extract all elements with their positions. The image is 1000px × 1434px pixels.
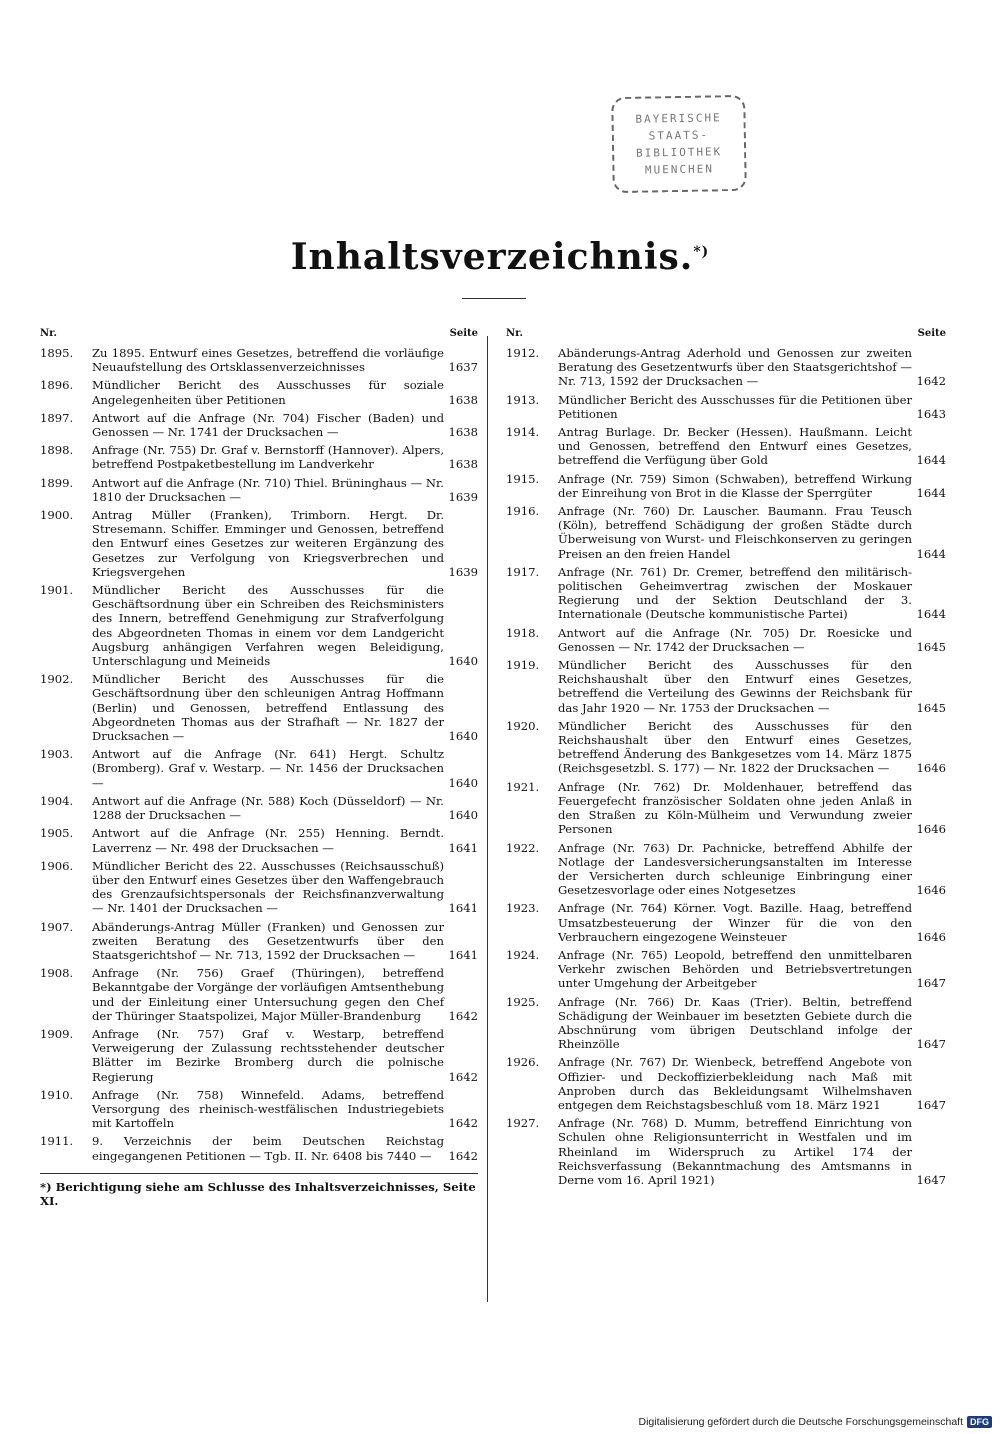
toc-entry: [40, 443, 478, 471]
entry-page: 1644: [916, 546, 946, 561]
entry-page: 1637: [448, 360, 478, 375]
entry-page: 1638: [448, 392, 478, 407]
toc-entry: [506, 901, 946, 944]
entry-text: Anfrage (Nr. 767) Dr. Wienbeck, betreffend Angebote von Offizier- und Deckoffizierbekleidung nach Maß mit Anproben durch das Bekleidungsamt Wilhelmshaven entgegen dem Reichstagsbeschluß vom 18. März 1921: [558, 1055, 912, 1112]
entry-text: Mündlicher Bericht des Ausschusses für den Reichshaushalt über den Entwurf eines Gesetzes, betreffend Änderung des Bankgesetzes vom 14. März 1875 (Reichsgesetzbl. S. 177) — Nr. 1822 der Drucksachen —: [558, 718, 912, 776]
entry-page: 1640: [448, 654, 478, 669]
entry-number: 1911.: [40, 1134, 74, 1149]
digitization-credit: [638, 1416, 992, 1428]
entry-number: 1925.: [506, 994, 540, 1009]
entry-text: Anfrage (Nr. 757) Graf v. Westarp, betreffend Verweigerung der Zulassung rechtsstehender deutscher Blätter im Bezirke Bromberg durch die polnische Regierung: [92, 1026, 444, 1084]
entry-text: Antrag Burlage. Dr. Becker (Hessen). Haußmann. Leicht und Genossen, betreffend den Entwurf eines Gesetzes, betreffend die Verfügung über Gold: [558, 425, 912, 468]
entry-page: 1644: [916, 453, 946, 468]
entry-number: 1914.: [506, 425, 540, 440]
toc-entry: [506, 393, 946, 421]
entry-number: 1901.: [40, 583, 74, 598]
toc-entry: [40, 794, 478, 822]
toc-entry: [506, 841, 946, 898]
toc-entry: [506, 565, 946, 622]
entry-list: [40, 346, 478, 1163]
toc-entry: [40, 346, 478, 374]
toc-entry: [506, 995, 946, 1052]
entry-number: 1921.: [506, 779, 540, 794]
entry-number: 1913.: [506, 392, 540, 407]
toc-entry: [40, 1134, 478, 1162]
entry-text: Antwort auf die Anfrage (Nr. 641) Hergt. Schultz (Bromberg). Graf v. Westarp. — Nr. 1456 der Drucksachen —: [92, 747, 444, 790]
entry-number: 1895.: [40, 346, 74, 360]
entry-number: 1899.: [40, 475, 74, 490]
entry-text: Anfrage (Nr. 765) Leopold, betreffend den unmittelbaren Verkehr zwischen Behörden und Betriebsvertretungen unter Umgehung der Arbeitgeber: [558, 947, 912, 991]
column-header: [506, 328, 946, 342]
seite-label: Seite: [449, 328, 478, 339]
footnote: *) Berichtigung siehe am Schlusse des Inhaltsverzeichnisses, Seite XI.: [40, 1173, 478, 1208]
entry-page: 1638: [448, 425, 478, 440]
entry-page: 1646: [916, 929, 946, 944]
entry-number: 1919.: [506, 658, 540, 673]
title-footnote-mark: *): [693, 244, 710, 260]
toc-entry: [40, 476, 478, 504]
entry-text: Anfrage (Nr. 761) Dr. Cremer, betreffend den militärisch-politischen Geheimvertrag zwischen der Moskauer Regierung und der Sektion Deutschland der 3. Internationale (Deutsche kommunistische Partei): [558, 564, 912, 622]
entry-page: 1643: [916, 406, 946, 421]
toc-entry: [40, 966, 478, 1023]
entry-text: Anfrage (Nr. 755) Dr. Graf v. Bernstorff (Hannover). Alpers, betreffend Postpaketbestellung im Landverkehr: [92, 443, 444, 472]
entry-text: Zu 1895. Entwurf eines Gesetzes, betreffend die vorläufige Neuaufstellung des Ortsklassenverzeichnisses: [92, 346, 444, 375]
entry-number: 1924.: [506, 947, 540, 962]
toc-entry: [40, 508, 478, 579]
entry-number: 1923.: [506, 901, 540, 916]
toc-entry: [506, 1116, 946, 1187]
entry-text: Mündlicher Bericht des 22. Ausschusses (Reichsausschuß) über den Entwurf eines Gesetzes über den Waffengebrauch des Grenzaufsichtspersonals der Reichsfinanzverwaltung — Nr. 1401 der Drucksachen —: [92, 858, 444, 916]
nr-label: Nr.: [40, 328, 57, 339]
entry-text: Antwort auf die Anfrage (Nr. 705) Dr. Roesicke und Genossen — Nr. 1742 der Drucksachen —: [558, 625, 912, 654]
entry-page: 1641: [448, 840, 478, 855]
entry-page: 1640: [448, 808, 478, 823]
entry-number: 1927.: [506, 1116, 540, 1131]
entry-text: Mündlicher Bericht des Ausschusses für die Geschäftsordnung über ein Schreiben des Reichsministers des Innern, betreffend Genehmigung zur Strafverfolgung des Abgeordneten Thomas in einem vor dem Landgericht Augsburg anhängigen Verfahren wegen Beleidigung, Unterschlagung und Meineids: [92, 583, 444, 669]
entry-page: 1639: [448, 564, 478, 579]
entry-text: 9. Verzeichnis der beim Deutschen Reichstag eingegangenen Petitionen — Tgb. II. Nr. 6408 bis 7440 —: [92, 1134, 444, 1163]
entry-text: Antwort auf die Anfrage (Nr. 710) Thiel. Brüninghaus — Nr. 1810 der Drucksachen —: [92, 475, 444, 504]
entry-text: Anfrage (Nr. 758) Winnefeld. Adams, betreffend Versorgung des rheinisch-westfälischen Industriegebiets mit Kartoffeln: [92, 1087, 444, 1131]
entry-text: Anfrage (Nr. 768) D. Mumm, betreffend Einrichtung von Schulen ohne Religionsunterricht in Westfalen und im Rheinland im Widerspruch zu Artikel 174 der Reichsverfassung (Bekanntmachung des Amtsmanns in Derne vom 16. April 1921): [558, 1116, 912, 1187]
entry-page: 1642: [448, 1148, 478, 1163]
toc-entry: [506, 1055, 946, 1112]
toc-entry: [506, 425, 946, 468]
entry-number: 1920.: [506, 718, 540, 733]
right-column: [506, 328, 946, 1187]
entry-page: 1642: [448, 1008, 478, 1023]
toc-entry: [40, 1027, 478, 1084]
toc-entry: [40, 411, 478, 439]
entry-page: 1647: [916, 976, 946, 991]
entry-page: 1644: [916, 607, 946, 622]
toc-entry: [506, 626, 946, 654]
entry-page: 1645: [916, 639, 946, 654]
entry-page: 1640: [448, 729, 478, 744]
entry-page: 1642: [448, 1069, 478, 1084]
column-header: [40, 328, 478, 342]
entry-page: 1638: [448, 457, 478, 472]
entry-number: 1896.: [40, 378, 74, 393]
entry-number: 1922.: [506, 840, 540, 855]
entry-page: 1647: [916, 1037, 946, 1052]
entry-text: Mündlicher Bericht des Ausschusses für die Petitionen über Petitionen: [558, 392, 912, 421]
column-divider: [487, 336, 488, 1302]
toc-entry: [40, 583, 478, 668]
entry-number: 1900.: [40, 508, 74, 523]
entry-page: 1646: [916, 883, 946, 898]
entry-number: 1912.: [506, 346, 540, 360]
entry-list: [506, 346, 946, 1187]
entry-number: 1898.: [40, 443, 74, 458]
entry-number: 1908.: [40, 966, 74, 981]
stamp-line: MUENCHEN: [644, 162, 715, 177]
toc-entry: [40, 1088, 478, 1131]
entry-text: Mündlicher Bericht des Ausschusses für die Geschäftsordnung über den schleunigen Antrag Hoffmann (Berlin) und Genossen, betreffend Entlassung des Abgeordneten Thomas aus der Strafhaft — Nr. 1827 der Drucksachen —: [92, 672, 444, 744]
toc-entry: [506, 658, 946, 715]
entry-page: 1646: [916, 822, 946, 837]
entry-number: 1926.: [506, 1055, 540, 1070]
entry-text: Mündlicher Bericht des Ausschusses für den Reichshaushalt über den Entwurf eines Gesetzes, betreffend die Verteilung des Gewinns der Reichsbank für das Jahr 1920 — Nr. 1753 der Drucksachen —: [558, 658, 912, 715]
toc-entry: [506, 472, 946, 500]
stamp-line: BIBLIOTHEK: [635, 145, 723, 160]
entry-text: Abänderungs-Antrag Aderhold und Genossen zur zweiten Beratung des Gesetzentwurfs über den Staatsgerichtshof — Nr. 713, 1592 der Drucksachen —: [558, 346, 912, 389]
toc-entry: [40, 859, 478, 916]
entry-number: 1902.: [40, 672, 74, 687]
toc-entry: [40, 378, 478, 406]
left-column: [40, 328, 478, 1208]
entry-number: 1897.: [40, 410, 74, 425]
stamp-line: STAATS-: [648, 128, 710, 143]
entry-text: Antwort auf die Anfrage (Nr. 255) Henning. Berndt. Laverrenz — Nr. 498 der Drucksachen —: [92, 826, 444, 855]
entry-number: 1909.: [40, 1026, 74, 1041]
title-divider: [462, 298, 526, 299]
toc-entry: [40, 672, 478, 743]
entry-number: 1918.: [506, 625, 540, 640]
page-title: [0, 236, 1000, 278]
entry-text: Anfrage (Nr. 764) Körner. Vogt. Bazille. Haag, betreffend Umsatzbesteuerung der Winzer für die von den Verbrauchern eingezogene Weinsteuer: [558, 901, 912, 944]
entry-number: 1917.: [506, 564, 540, 579]
entry-text: Antwort auf die Anfrage (Nr. 704) Fischer (Baden) und Genossen — Nr. 1741 der Drucksachen —: [92, 410, 444, 440]
title-text: Inhaltsverzeichnis.: [290, 236, 694, 278]
entry-text: Antwort auf die Anfrage (Nr. 588) Koch (Düsseldorf) — Nr. 1288 der Drucksachen —: [92, 793, 444, 823]
entry-page: 1642: [916, 374, 946, 389]
seite-label: Seite: [917, 328, 946, 339]
library-stamp: [611, 95, 747, 193]
entry-page: 1645: [916, 700, 946, 715]
entry-text: Anfrage (Nr. 759) Simon (Schwaben), betreffend Wirkung der Einreihung von Brot in die Klasse der Sperrgüter: [558, 471, 912, 500]
entry-text: Mündlicher Bericht des Ausschusses für soziale Angelegenheiten über Petitionen: [92, 378, 444, 407]
entry-text: Abänderungs-Antrag Müller (Franken) und Genossen zur zweiten Beratung des Gesetzentwurfs über den Staatsgerichtshof — Nr. 713, 1592 der Drucksachen —: [92, 919, 444, 962]
entry-number: 1904.: [40, 793, 74, 808]
nr-label: Nr.: [506, 328, 523, 339]
toc-entry: [506, 346, 946, 389]
entry-page: 1647: [916, 1097, 946, 1112]
toc-entry: [40, 747, 478, 790]
entry-number: 1903.: [40, 747, 74, 762]
entry-page: 1642: [448, 1116, 478, 1131]
entry-number: 1906.: [40, 858, 74, 873]
dfg-logo-icon: DFG: [967, 1416, 992, 1428]
stamp-line: BAYERISCHE: [635, 111, 722, 126]
entry-number: 1905.: [40, 826, 74, 841]
toc-entry: [506, 719, 946, 776]
entry-text: Antrag Müller (Franken), Trimborn. Hergt. Dr. Stresemann. Schiffer. Emminger und Genossen, betreffend den Entwurf eines Gesetzes zur weiteren Ergänzung des Gesetzes zur Verfolgung von Kriegsverbrechen und Kriegsvergehen: [92, 508, 444, 579]
entry-text: Anfrage (Nr. 766) Dr. Kaas (Trier). Beltin, betreffend Schädigung der Weinbauer im besetzten Gebiete durch die Abschnürung vom übrigen Deutschland infolge der Rheinzölle: [558, 994, 912, 1052]
entry-page: 1641: [448, 947, 478, 962]
toc-entry: [40, 826, 478, 854]
entry-number: 1910.: [40, 1087, 74, 1102]
entry-number: 1907.: [40, 919, 74, 934]
toc-entry: [506, 504, 946, 561]
entry-text: Anfrage (Nr. 760) Dr. Lauscher. Baumann. Frau Teusch (Köln), betreffend Schädigung der großen Städte durch Überweisung von Wurst- und Fleischkonserven zu geringen Preisen an den freien Handel: [558, 504, 912, 561]
entry-text: Anfrage (Nr. 762) Dr. Moldenhauer, betreffend das Feuergefecht französischer Soldaten ohne jeden Anlaß in den Straßen zu Köln-Mülheim und Verwundung zweier Personen: [558, 779, 912, 837]
entry-page: 1641: [448, 901, 478, 916]
entry-page: 1640: [448, 775, 478, 790]
entry-text: Anfrage (Nr. 763) Dr. Pachnicke, betreffend Abhilfe der Notlage der Landesversicherungsanstalten im Interesse der Versicherten durch schleunige Einbringung einer Gesetzesvorlage oder eines Notgesetzes: [558, 840, 912, 898]
entry-page: 1646: [916, 761, 946, 776]
entry-page: 1644: [916, 485, 946, 500]
credit-text: Digitalisierung gefördert durch die Deutsche Forschungsgemeinschaft: [638, 1416, 963, 1428]
toc-entry: [506, 780, 946, 837]
entry-number: 1915.: [506, 471, 540, 486]
toc-entry: [506, 948, 946, 991]
entry-text: Anfrage (Nr. 756) Graef (Thüringen), betreffend Bekanntgabe der Vorgänge der vorläufigen Amtsenthebung und der Einleitung einer Untersuchung gegen den Chef der Thüringer Staatspolizei, Major Müller-Brandenburg: [92, 966, 444, 1023]
entry-page: 1647: [916, 1172, 946, 1187]
entry-page: 1639: [448, 489, 478, 504]
toc-entry: [40, 920, 478, 963]
entry-number: 1916.: [506, 504, 540, 519]
